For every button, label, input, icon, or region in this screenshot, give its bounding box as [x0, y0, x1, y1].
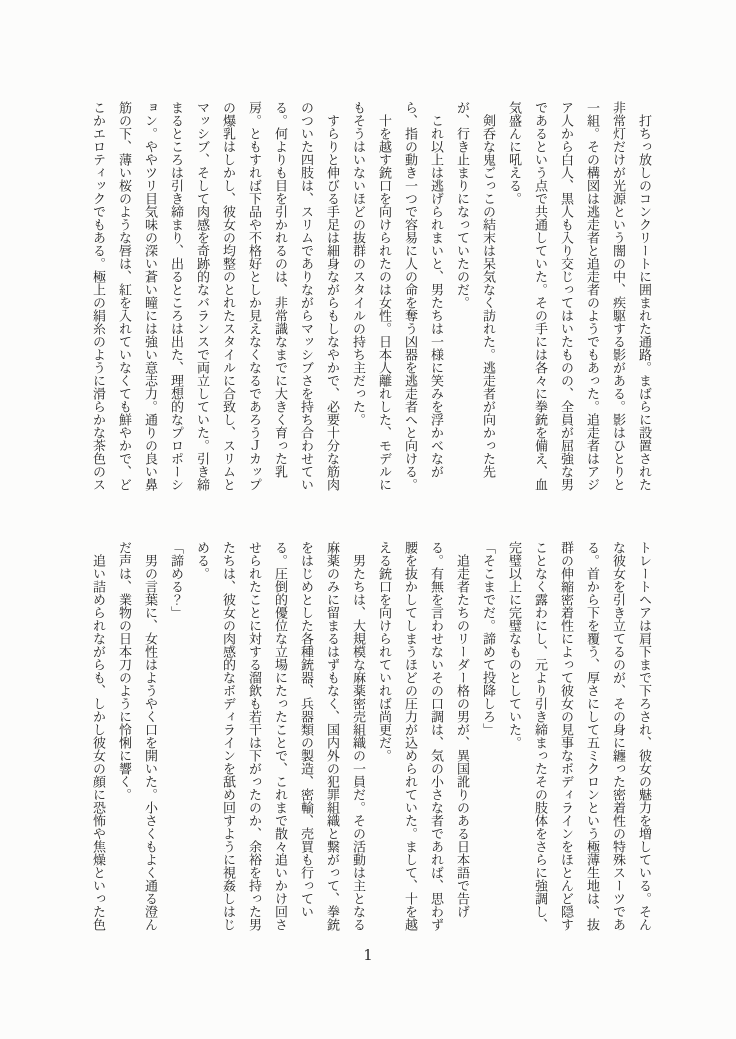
paragraph: 追走者たちのリーダー格の男が、異国訛りのある日本語で告げる。有無を言わせないその口調は、気の小さな者であれば、思わず腰を抜かしてしまうほどの圧力が込められていた。まして、十を越える銃口を向けられていれば尚更だ。 [376, 541, 469, 931]
paragraph: 男たちは、大規模な麻薬密売組織の一員だ。その活動は主となる麻薬のみに留まるはずもなく、国内外の犯罪組織と繋がって、拳銃をはじめとした各種銃器、兵器類の製造、密輸、売買も行っている。圧倒的優位な立場にたったことで、これまで散々追いかけ回させられたことに対する溜飲も若干は下がったのか、余裕を持った男たちは、彼女の肉感的なボディラインを舐め回すように視姦しはじめる。 [194, 541, 365, 931]
paragraph: 打ちっ放しのコンクリートに囲まれた通路。まばらに設置された非常灯だけが光源という闇の中、疾駆する影がある。影はひとりと一組。その構図は逃走者と追走者のようでもあった。追走者はアジア人から白人、黒人も入り交じってはいたものの、全員が屈強な男であるという点で共通していた。その手には各々に拳銃を備え、血気盛んに吼える。 [506, 101, 651, 491]
paragraph: すらりと伸びる手足は細身ながらもしなやかで、必要十分な筋肉のついた四肢は、スリムでありながらマッシブさを持ち合わせている。何よりも目を引かれるのは、非常識なまでに大きく育った乳房。ともすれば下品や不格好としか見えなくなるであろうＪカップの爆乳はしかし、彼女の均整のとれたスタイルに合致し、スリムとマッシブ、そして肉感を奇跡的なバランスで両立していた。引き締まるところは引き締まり、出るところは出た、理想的なプロポーション。ややツリ目気味の深い蒼い瞳には強い意志力。通りの良い鼻筋の下、薄い桜のような唇は、紅を入れていなくても鮮やかで、どこかエロティックでもある。極上の絹糸のように滑らかな茶色のス [90, 101, 339, 491]
text-block-top [56, 101, 656, 492]
paragraph: トレートヘアは肩下まで下ろされ、彼女の魅力を増している。そんな彼女を引き立てるのが、その身に纏った密着性の特殊スーツである。首から下を覆う、厚さにして五ミクロンという極薄生地は、抜群の伸縮密着性によって彼女の見事なボディラインをほとんど隠すことなく露わにし、元より引き締まったその肢体をさらに強調し、完璧以上に完璧なものとしていた。 [506, 541, 651, 931]
paragraph: 「諦める？」 [168, 541, 183, 619]
paragraph: 「そこまでだ。諦めて投降しろ」 [480, 541, 495, 736]
paragraph: これ以上は逃げられまいと、男たちは一様に笑みを浮かべながら、指の動き一つで容易に人の命を奪う凶器を逃走者へと向ける。 [402, 101, 443, 491]
paragraph: 剣呑な鬼ごっこの結末は呆気なく訪れた。逃走者が向かった先が、行き止まりになっていたのだ。 [454, 101, 495, 478]
paragraph: 男の言葉に、女性はようやく口を開いた。小さくもよく通る澄んだ声は、業物の日本刀のように怜悧に響く。 [116, 541, 157, 931]
paragraph: 追い詰められながらも、しかし彼女の顔に恐怖や焦燥といった色 [90, 554, 105, 931]
text-block-bottom [56, 541, 656, 932]
paragraph: 十を越す銃口を向けられたのは女性。日本人離れした、モデルにもそうはいないほどの抜群のスタイルの持ち主だった。 [350, 101, 391, 491]
page-number: 1 [363, 946, 373, 964]
